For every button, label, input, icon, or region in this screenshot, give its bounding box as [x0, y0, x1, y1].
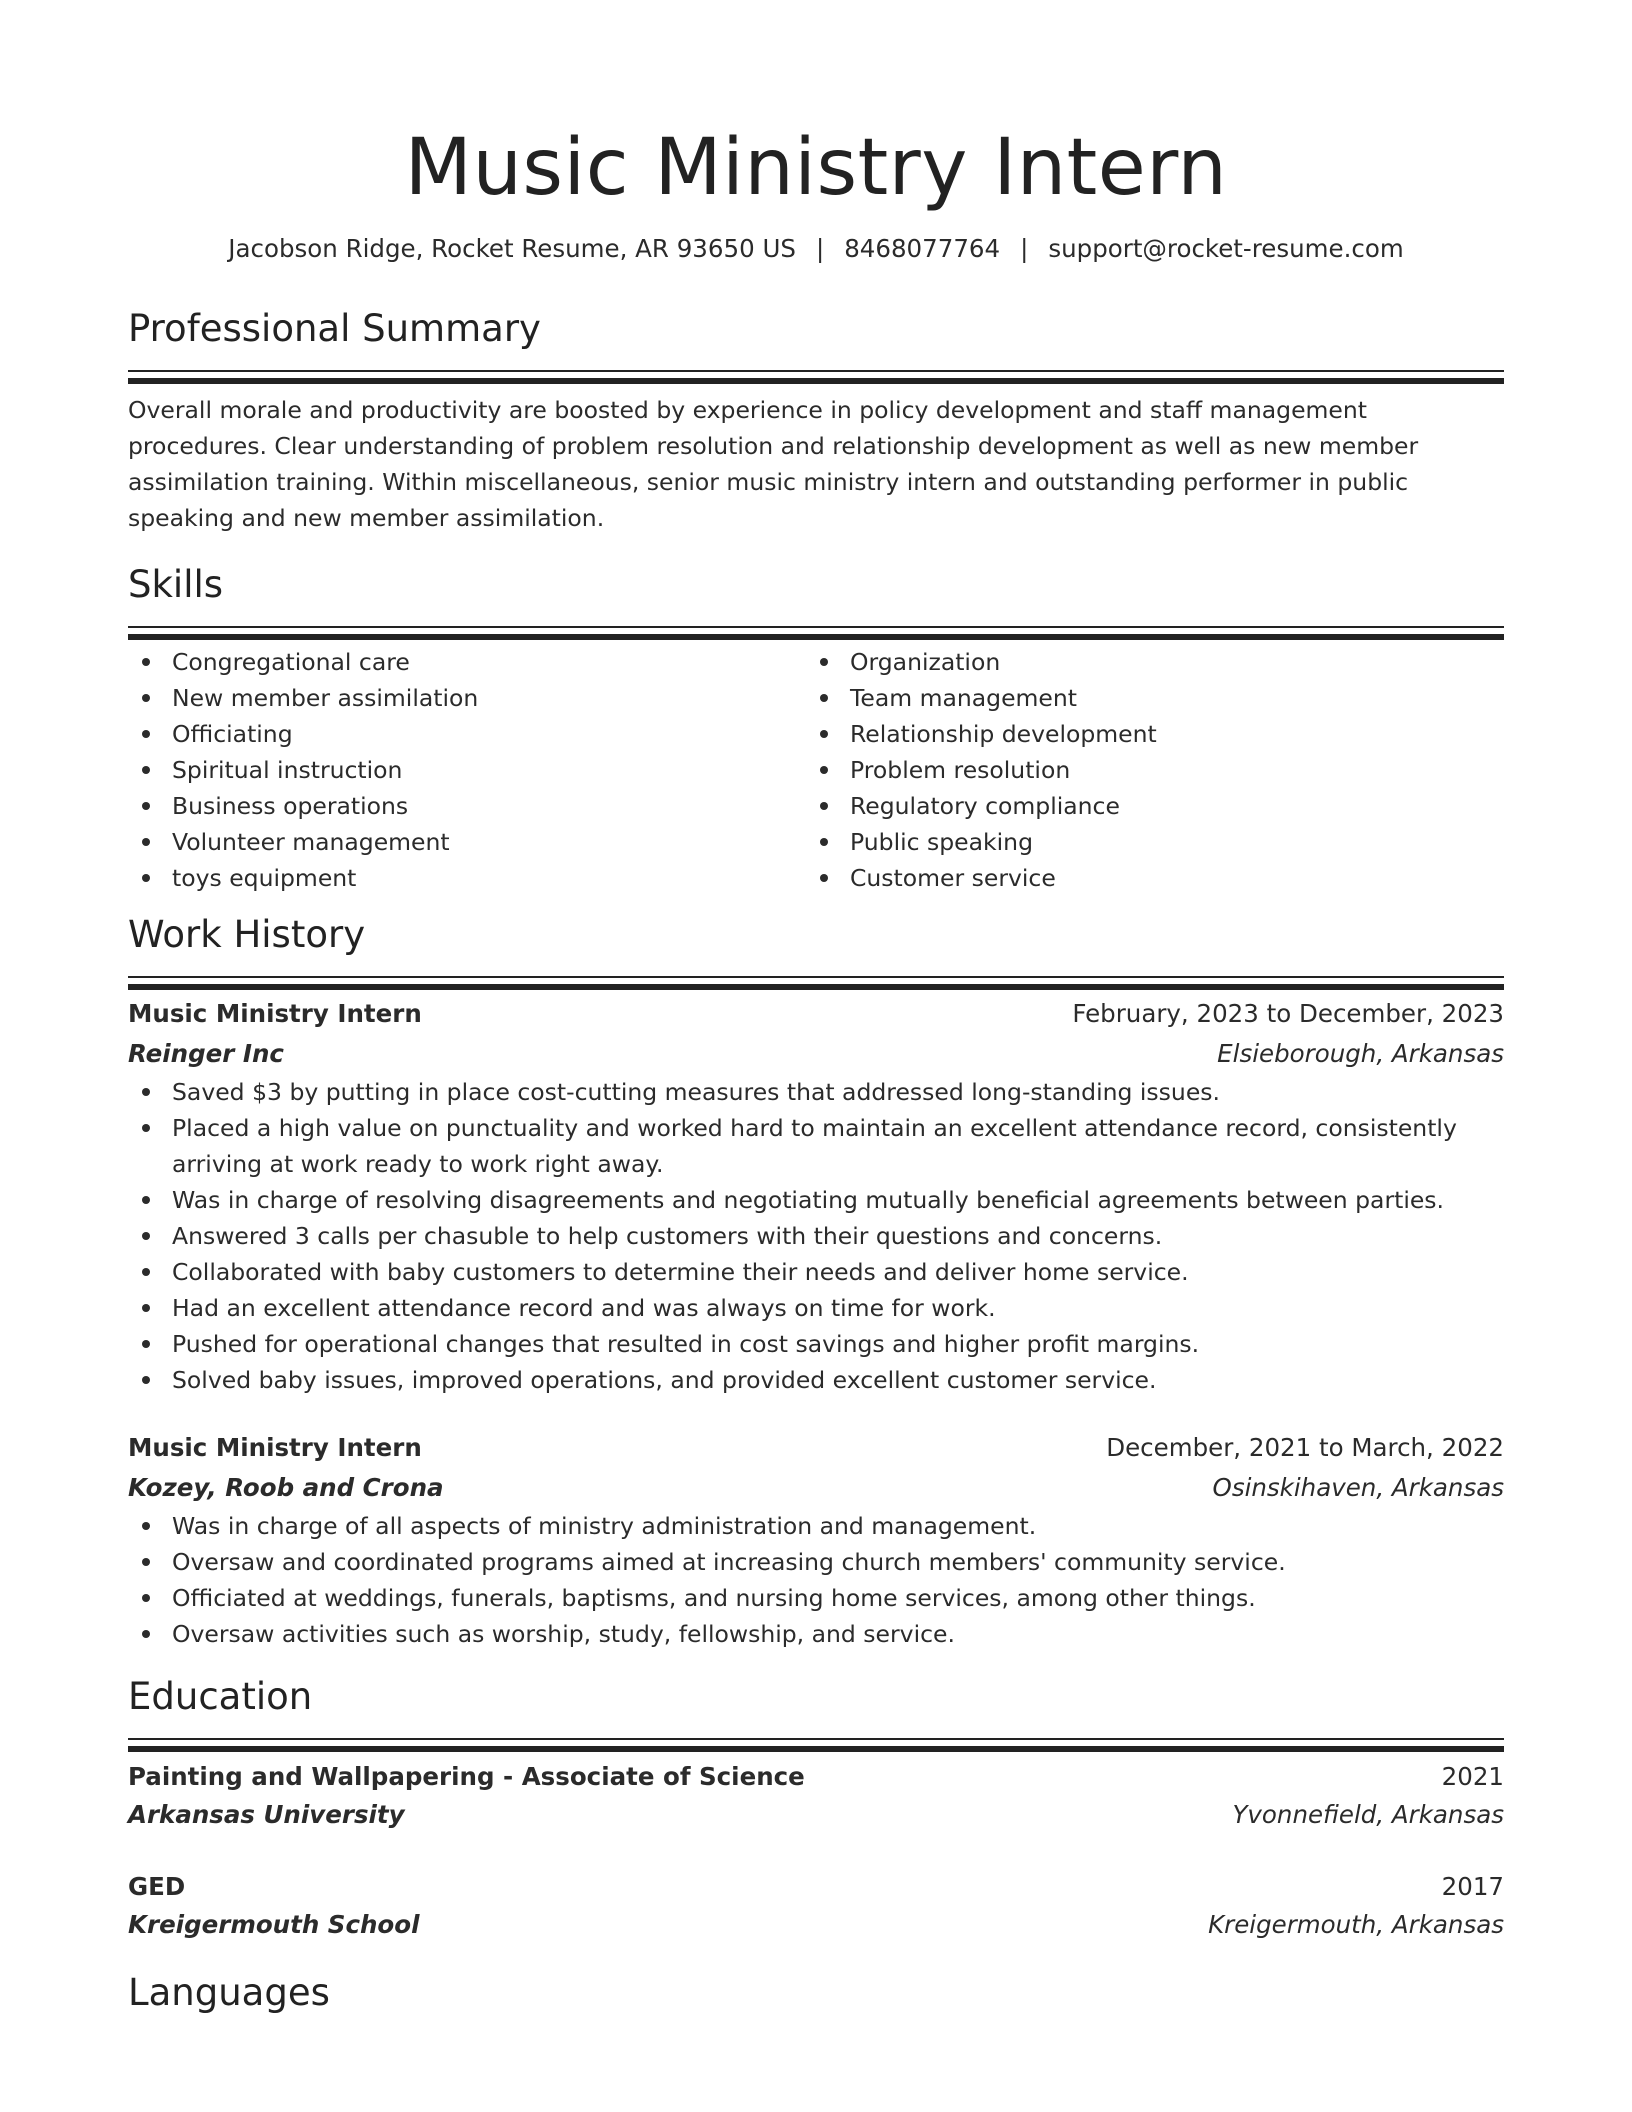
- skill-item: Congregational care: [128, 644, 806, 680]
- education-entry: [128, 1758, 1504, 1834]
- contact-separator: |: [1020, 234, 1029, 263]
- job-location: Osinskihaven, Arkansas: [1212, 1473, 1504, 1502]
- skill-item: Public speaking: [806, 824, 1484, 860]
- duty-item: Oversaw activities such as worship, study, fellowship, and service.: [128, 1616, 1504, 1652]
- section-divider: [128, 1738, 1504, 1740]
- education-location: Yvonnefield, Arkansas: [1232, 1800, 1504, 1829]
- section-divider: [128, 976, 1504, 978]
- duty-item: Solved baby issues, improved operations, and provided excellent customer service.: [128, 1362, 1504, 1398]
- duty-item: Placed a high value on punctuality and worked hard to maintain an excellent attendance record, consistently arriving at work ready to work right away.: [128, 1110, 1504, 1182]
- section-divider: [128, 626, 1504, 628]
- job-company: Kozey, Roob and Crona: [128, 1473, 444, 1502]
- education-header: [128, 1868, 1504, 1906]
- contact-phone: 8468077764: [844, 234, 1001, 263]
- contact-email: support@rocket-resume.com: [1048, 234, 1404, 263]
- skill-item: Volunteer management: [128, 824, 806, 860]
- summary-text: Overall morale and productivity are boosted by experience in policy development and staff management procedures. Clear understanding of problem resolution and relationship development as well as new member assimilation training. Within miscellaneous, senior music ministry intern and outstanding performer in public speaking and new member assimilation.: [128, 396, 1419, 532]
- section-divider: [128, 370, 1504, 372]
- job-duties: [128, 1508, 1504, 1652]
- skill-item: New member assimilation: [128, 680, 806, 716]
- skill-item: Spiritual instruction: [128, 752, 806, 788]
- job-subheader: [128, 1468, 1504, 1508]
- education-location: Kreigermouth, Arkansas: [1208, 1910, 1504, 1939]
- skills-heading: Skills: [128, 563, 224, 606]
- duty-item: Answered 3 calls per chasuble to help customers with their questions and concerns.: [128, 1218, 1504, 1254]
- education-year: 2021: [1441, 1762, 1504, 1791]
- candidate-name: Music Ministry Intern: [404, 123, 1228, 213]
- education-degree: GED: [128, 1872, 186, 1901]
- skill-item: Business operations: [128, 788, 806, 824]
- job-duties: [128, 1074, 1504, 1398]
- skills-right-column: [806, 644, 1484, 896]
- education-degree: Painting and Wallpapering - Associate of Science: [128, 1762, 805, 1791]
- skills-section: [128, 562, 1504, 896]
- contact-line: [128, 232, 1504, 266]
- duty-item: Was in charge of all aspects of ministry administration and management.: [128, 1508, 1504, 1544]
- skill-item: toys equipment: [128, 860, 806, 896]
- skill-item: Officiating: [128, 716, 806, 752]
- contact-separator: |: [815, 234, 825, 263]
- education-subheader: [128, 1906, 1504, 1944]
- skill-item: Regulatory compliance: [806, 788, 1484, 824]
- duty-item: Had an excellent attendance record and was always on time for work.: [128, 1290, 1504, 1326]
- duty-item: Pushed for operational changes that resulted in cost savings and higher profit margins.: [128, 1326, 1504, 1362]
- languages-section: [128, 1970, 1504, 2016]
- languages-heading: Languages: [128, 1971, 330, 2014]
- education-school: Kreigermouth School: [128, 1910, 420, 1939]
- education-year: 2017: [1441, 1872, 1504, 1901]
- contact-address: Jacobson Ridge, Rocket Resume, AR 93650 US: [228, 234, 796, 263]
- job-header: [128, 994, 1504, 1034]
- job-dates: February, 2023 to December, 2023: [1072, 999, 1504, 1028]
- education-school: Arkansas University: [128, 1800, 405, 1829]
- skill-item: Problem resolution: [806, 752, 1484, 788]
- skill-item: Organization: [806, 644, 1484, 680]
- job-subheader: [128, 1034, 1504, 1074]
- education-entry: [128, 1868, 1504, 1944]
- skills-grid: [128, 644, 1504, 896]
- job-header: [128, 1428, 1504, 1468]
- job-entry: [128, 1428, 1504, 1652]
- summary-heading: Professional Summary: [128, 307, 541, 350]
- education-subheader: [128, 1796, 1504, 1834]
- duty-item: Officiated at weddings, funerals, baptisms, and nursing home services, among other things.: [128, 1580, 1504, 1616]
- duty-item: Saved $3 by putting in place cost-cutting measures that addressed long-standing issues.: [128, 1074, 1504, 1110]
- skills-left-column: [128, 644, 806, 896]
- job-dates: December, 2021 to March, 2022: [1106, 1433, 1504, 1462]
- summary-section: [128, 306, 1504, 536]
- job-title: Music Ministry Intern: [128, 1433, 422, 1462]
- duty-item: Was in charge of resolving disagreements and negotiating mutually beneficial agreements between parties.: [128, 1182, 1504, 1218]
- job-location: Elsieborough, Arkansas: [1217, 1039, 1504, 1068]
- work-section: [128, 912, 1504, 1652]
- job-title: Music Ministry Intern: [128, 999, 422, 1028]
- skill-item: Relationship development: [806, 716, 1484, 752]
- skill-item: Customer service: [806, 860, 1484, 896]
- resume-content: [128, 120, 1504, 2016]
- job-company: Reinger Inc: [128, 1039, 284, 1068]
- education-header: [128, 1758, 1504, 1796]
- education-section: [128, 1674, 1504, 1944]
- education-heading: Education: [128, 1675, 313, 1718]
- skill-item: Team management: [806, 680, 1484, 716]
- job-entry: [128, 994, 1504, 1398]
- work-heading: Work History: [128, 913, 366, 956]
- duty-item: Oversaw and coordinated programs aimed at increasing church members' community service.: [128, 1544, 1504, 1580]
- duty-item: Collaborated with baby customers to determine their needs and deliver home service.: [128, 1254, 1504, 1290]
